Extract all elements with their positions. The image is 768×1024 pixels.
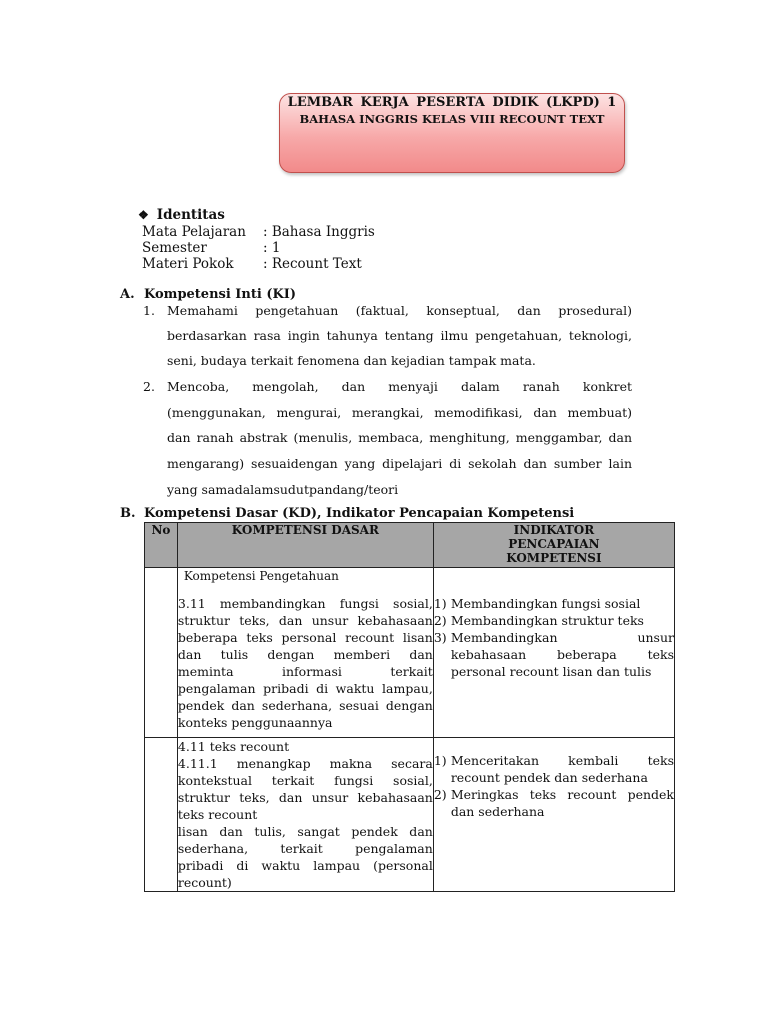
kd-line: recount) — [177, 875, 232, 890]
indikator-line: kebahasaan beberapa teks — [450, 647, 674, 662]
ki-line: berdasarkan rasa ingin tahunya tentang ilmu pengetahuan, teknologi, — [167, 328, 632, 343]
indikator-line: Meringkas teks recount pendek — [450, 787, 674, 802]
section-b-heading — [120, 506, 574, 521]
indikator-line: Membandingkan fungsi sosial — [450, 596, 641, 611]
identitas-row-materi — [142, 256, 362, 272]
cell-no — [145, 568, 178, 738]
section-a-heading — [120, 287, 296, 302]
identitas-section — [138, 207, 225, 223]
identitas-row-semester — [142, 240, 280, 256]
kd-line: meminta informasi terkait — [177, 664, 433, 679]
indikator-line: recount pendek dan sederhana — [450, 770, 648, 785]
kd-table — [144, 522, 675, 892]
kd-line: teks recount — [177, 807, 258, 822]
title-line-2: BAHASA INGGRIS KELAS VIII RECOUNT TEXT — [299, 112, 605, 126]
kd-line: sederhana, terkait pengalaman — [177, 841, 433, 856]
kd-line: 3.11 membandingkan fungsi sosial, — [177, 596, 433, 611]
kd-line: 4.11.1 menangkap makna secara — [177, 756, 433, 771]
identitas-label: Mata Pelajaran — [142, 224, 246, 240]
indikator-list — [434, 752, 674, 820]
indikator-line: dan sederhana — [450, 804, 545, 819]
kd-line: beberapa teks personal recount lisan — [177, 630, 433, 645]
section-title: Kompetensi Inti (KI) — [144, 287, 296, 302]
indikator-list — [434, 595, 674, 680]
indikator-line: Membandingkan unsur — [450, 630, 674, 645]
identitas-label: Semester — [142, 240, 207, 256]
kd-line: pengalaman pribadi di waktu lampau, — [177, 681, 433, 696]
ki-number: 2. — [143, 379, 155, 394]
kd-line: kontekstual terkait fungsi sosial, — [177, 773, 433, 788]
indikator-item — [434, 629, 674, 680]
indikator-number: 1) — [433, 753, 447, 768]
cell-no — [145, 738, 178, 892]
identitas-value: : Recount Text — [263, 256, 362, 272]
kd-line: konteks penggunaannya — [177, 715, 333, 730]
cell-kompetensi-dasar — [177, 568, 433, 738]
ki-number: 1. — [143, 303, 155, 318]
kd-subheading: Kompetensi Pengetahuan — [183, 569, 339, 583]
identitas-row-mapel — [142, 224, 375, 240]
diamond-bullet-icon: ❖ — [138, 208, 149, 222]
title-box — [279, 93, 625, 173]
header-indikator-line: PENCAPAIAN — [508, 537, 600, 551]
kd-line: 4.11 teks recount — [177, 739, 290, 754]
title-line-1: LEMBAR KERJA PESERTA DIDIK (LKPD) 1 — [287, 95, 617, 110]
indikator-line: Menceritakan kembali teks — [450, 753, 674, 768]
kd-line: struktur teks, dan unsur kebahasaan — [177, 790, 433, 805]
section-letter: B. — [120, 506, 136, 521]
cell-kompetensi-dasar — [177, 738, 433, 892]
indikator-line: Membandingkan struktur teks — [450, 613, 644, 628]
indikator-number: 2) — [433, 613, 447, 628]
cell-indikator — [433, 568, 674, 738]
header-indikator — [433, 523, 674, 568]
indikator-item — [434, 752, 674, 786]
ki-line: (menggunakan, mengurai, merangkai, memodifikasi, dan membuat) — [167, 405, 632, 420]
section-letter: A. — [120, 287, 135, 302]
ki-line: dan ranah abstrak (menulis, membaca, menghitung, menggambar, dan — [167, 430, 632, 445]
identitas-heading-text: Identitas — [156, 207, 225, 223]
table-row — [145, 568, 675, 738]
ki-line: Mencoba, mengolah, dan menyaji dalam ranah konkret — [167, 379, 632, 394]
ki-line: yang samadalamsudutpandang/teori — [167, 482, 399, 497]
identitas-heading — [138, 207, 225, 223]
ki-line: mengarang) sesuaidengan yang dipelajari di sekolah dan sumber lain — [167, 456, 632, 471]
kd-line: pendek dan sederhana, sesuai dengan — [177, 698, 433, 713]
kd-line: dan tulis dengan memberi dan — [177, 647, 433, 662]
header-indikator-line: KOMPETENSI — [506, 551, 602, 565]
indikator-item — [434, 612, 674, 629]
indikator-number: 3) — [433, 630, 447, 645]
cell-indikator — [433, 738, 674, 892]
indikator-item — [434, 786, 674, 820]
section-title: Kompetensi Dasar (KD), Indikator Pencapaian Kompetensi — [144, 506, 575, 521]
identitas-value: : 1 — [263, 240, 281, 256]
identitas-value: : Bahasa Inggris — [263, 224, 375, 240]
ki-line: Memahami pengetahuan (faktual, konseptual, dan prosedural) — [167, 303, 632, 318]
indikator-item — [434, 595, 674, 612]
table-header-row — [145, 523, 675, 568]
header-no: No — [145, 523, 178, 568]
indikator-number: 1) — [433, 596, 447, 611]
table-row — [145, 738, 675, 892]
indikator-line: personal recount lisan dan tulis — [450, 664, 652, 679]
ki-line: seni, budaya terkait fenomena dan kejadian tampak mata. — [167, 353, 536, 368]
identitas-label: Materi Pokok — [142, 256, 234, 272]
kd-line: struktur teks, dan unsur kebahasaan — [177, 613, 433, 628]
header-kompetensi-dasar: KOMPETENSI DASAR — [177, 523, 433, 568]
kd-line: pribadi di waktu lampau (personal — [177, 858, 433, 873]
indikator-number: 2) — [433, 787, 447, 802]
header-indikator-line: INDIKATOR — [513, 523, 595, 537]
kd-line: lisan dan tulis, sangat pendek dan — [177, 824, 433, 839]
